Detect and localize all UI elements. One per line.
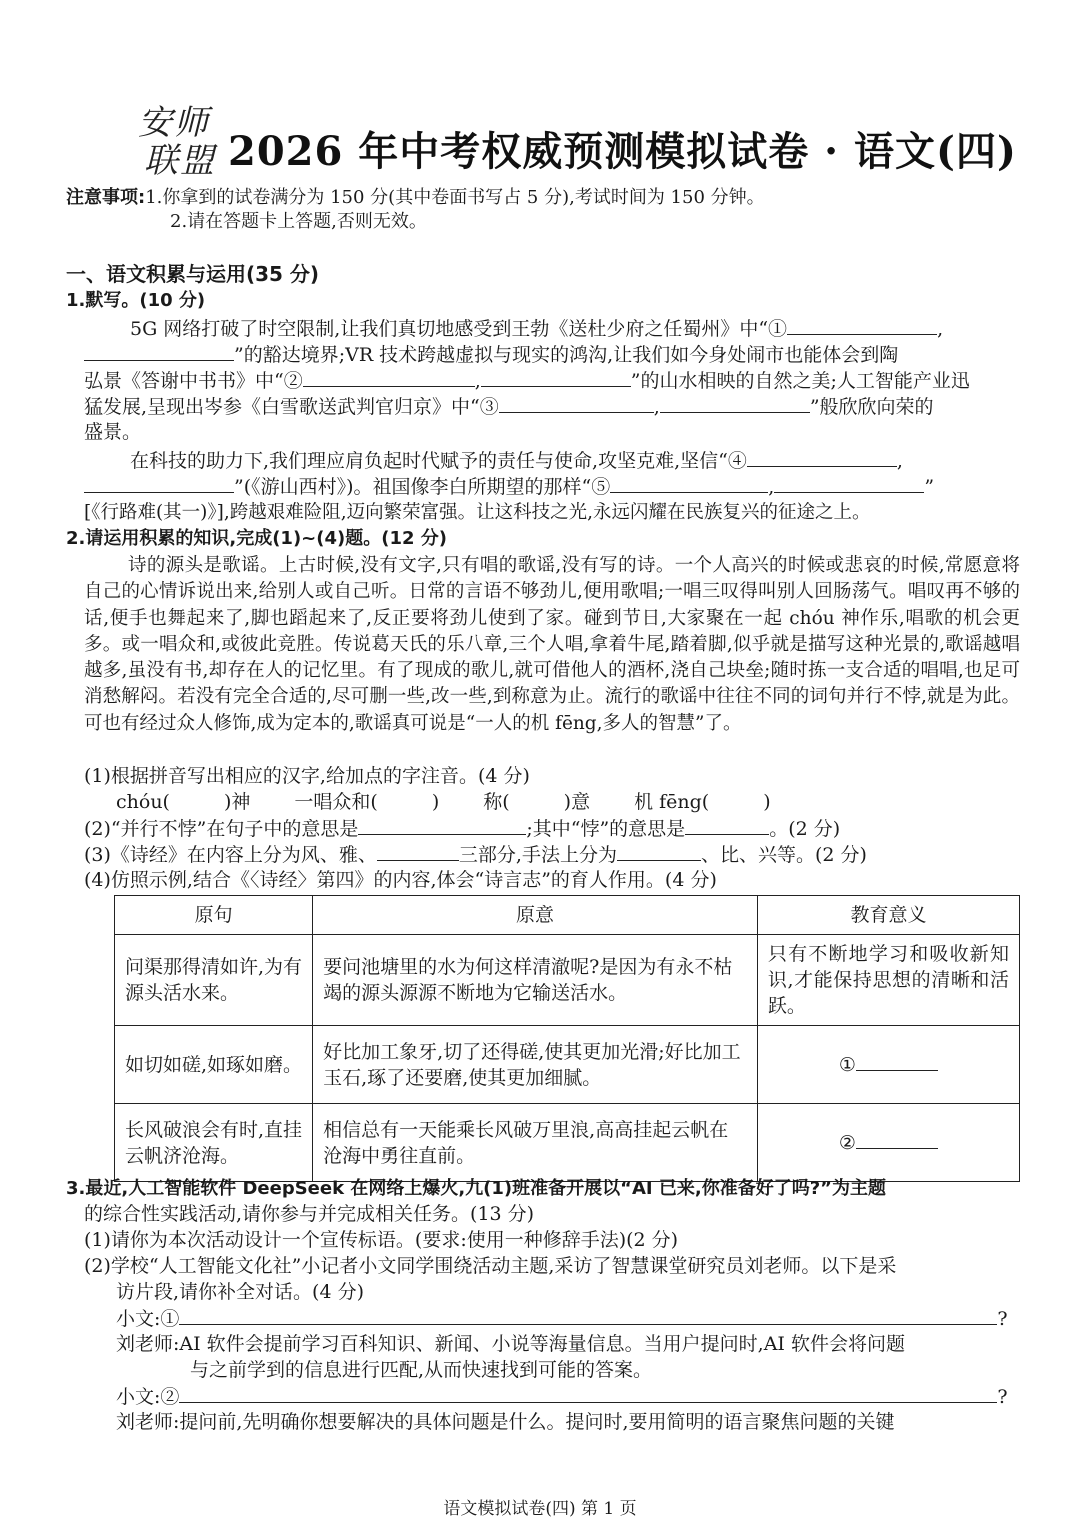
q1-heading: 1.默写。(10 分) [66, 290, 206, 311]
answer-blank[interactable] [303, 368, 475, 387]
answer-marker: ② [838, 1131, 856, 1154]
q3-dialog-t1a: 刘老师:AI 软件会提前学习百科知识、新闻、小说等海量信息。当用户提问时,AI 软件会将问题 [116, 1333, 905, 1355]
q3-sub2a: (2)学校“人工智能文化社”小记者小文同学围绕活动主题,采访了智慧课堂研究员刘老师。以下是采 [84, 1255, 897, 1277]
q2-sub3 [84, 842, 867, 868]
pinyin-item: 一唱众和( [294, 791, 378, 813]
table-header: 原意 [313, 896, 758, 935]
page-footer: 语文模拟试卷(四) 第 1 页 [443, 1499, 637, 1519]
answer-blank[interactable] [358, 816, 526, 835]
q2-text: (3)《诗经》在内容上分为风、雅、 [84, 844, 377, 866]
q3-heading2: 的综合性实践活动,请你参与并完成相关任务。(13 分) [84, 1203, 535, 1225]
q2-text: 三部分,手法上分为 [458, 844, 617, 866]
q1-text: , [474, 370, 481, 392]
edu-cell[interactable] [757, 1026, 1019, 1104]
q1-line2 [84, 342, 898, 368]
q1-line4 [84, 394, 934, 420]
table-row [115, 1104, 1020, 1182]
q1-text: , [653, 396, 660, 418]
answer-blank[interactable] [179, 1384, 997, 1403]
q2-text: 。(2 分) [769, 818, 841, 840]
meaning-cell: 好比加工象牙,切了还得磋,使其更加光滑;好比加工玉石,琢了还要磨,使其更加细腻。 [313, 1026, 758, 1104]
q1-text: ” [924, 476, 935, 498]
answer-blank[interactable] [774, 474, 924, 493]
q2-text: 、比、兴等。(2 分) [700, 844, 867, 866]
meaning-cell: 相信总有一天能乘长风破万里浪,高高挂起云帆在沧海中勇往直前。 [313, 1104, 758, 1182]
q1-text: 弘景《答谢中书书》中“② [84, 370, 303, 392]
q3-head-text: 3.最近,人工智能软件 DeepSeek 在网络上爆火,九(1)班准备开展以“AI 已来,你准备好了吗?”为主题 [66, 1178, 886, 1199]
q3-dialog-t2a: 刘老师:提问前,先明确你想要解决的具体问题是什么。提问时,要用简明的语言聚焦问题的关键 [116, 1411, 895, 1433]
q2-sub4: (4)仿照示例,结合《〈诗经〉第四》的内容,体会“诗言志”的育人作用。(4 分) [84, 869, 717, 891]
pinyin-item: )意 [563, 791, 591, 813]
answer-blank[interactable] [179, 1306, 997, 1325]
q1-line5: 盛景。 [84, 421, 142, 443]
publisher-logo [130, 104, 222, 184]
answer-blank[interactable] [660, 394, 810, 413]
q1-text: ”的山水相映的自然之美;人工智能产业迅 [630, 370, 970, 392]
q1-text: , [896, 450, 903, 472]
orig-cell: 长风破浪会有时,直挂云帆济沧海。 [115, 1104, 313, 1182]
q3-sub1: (1)请你为本次活动设计一个宣传标语。(要求:使用一种修辞手法)(2 分) [84, 1229, 679, 1251]
q1-text: ”的豁达境界;VR 技术跨越虚拟与现实的鸿沟,让我们如今身处闹市也能体会到陶 [234, 344, 899, 366]
answer-blank[interactable] [685, 816, 769, 835]
q3-dialog-x2 [116, 1384, 1008, 1410]
q1-text: 猛发展,呈现出岑参《白雪歌送武判官归京》中“③ [84, 396, 499, 418]
q2-text: ;其中“悖”的意思是 [526, 818, 686, 840]
answer-blank[interactable] [84, 342, 234, 361]
q2-sub1: (1)根据拼音写出相应的汉字,给加点的字注音。(4 分) [84, 765, 530, 787]
section-heading: 一、语文积累与运用(35 分) [66, 262, 320, 286]
q1-line3 [84, 368, 970, 394]
table-header-row [115, 896, 1020, 935]
answer-blank[interactable] [84, 474, 234, 493]
q2-sub2 [84, 816, 840, 842]
q1-line1 [130, 316, 943, 342]
answer-blank[interactable] [481, 368, 631, 387]
answer-marker: ① [838, 1053, 856, 1076]
q3-sub2b: 访片段,请你补全对话。(4 分) [116, 1281, 364, 1303]
q1-text: 在科技的助力下,我们理应肩负起时代赋予的责任与使命,攻坚克难,坚信“④ [130, 450, 747, 472]
q2-sub1-answers [116, 790, 771, 815]
q2-heading: 2.请运用积累的知识,完成(1)~(4)题。(12 分) [66, 528, 448, 549]
poetry-table [114, 895, 1020, 1182]
answer-blank[interactable] [610, 474, 768, 493]
answer-blank[interactable] [617, 842, 701, 861]
orig-cell: 问渠那得清如许,为有源头活水来。 [115, 935, 313, 1026]
logo-line1: 安师 [138, 103, 210, 143]
q1-line7 [84, 474, 934, 500]
answer-blank[interactable] [787, 316, 937, 335]
dialog-speaker: 小文:① [116, 1308, 180, 1330]
q1-text: 5G 网络打破了时空限制,让我们真切地感受到王勃《送杜少府之任蜀州》中“① [130, 318, 788, 340]
pinyin-item: ) [763, 791, 771, 813]
q2-text: (2)“并行不悖”在句子中的意思是 [84, 818, 359, 840]
answer-blank[interactable] [856, 1130, 938, 1149]
q3-dialog-x1 [116, 1306, 1008, 1332]
answer-blank[interactable] [747, 448, 897, 467]
q1-text: , [937, 318, 944, 340]
table-header: 原句 [115, 896, 313, 935]
notice-head: 注意事项: [66, 187, 146, 208]
pinyin-item: 机 fēng( [634, 791, 710, 813]
q1-line6 [130, 448, 903, 474]
q1-line8: [《行路难(其一)》],跨越艰难险阻,迈向繁荣富强。让这科技之光,永远闪耀在民族复兴的征途之上。 [84, 502, 871, 523]
q3-heading [66, 1176, 886, 1201]
q1-text: , [768, 476, 775, 498]
orig-cell: 如切如磋,如琢如磨。 [115, 1026, 313, 1104]
notice-line1 [66, 186, 765, 210]
table-row [115, 935, 1020, 1026]
answer-blank[interactable] [856, 1052, 938, 1071]
edu-cell: 只有不断地学习和吸收新知识,才能保持思想的清晰和活跃。 [757, 935, 1019, 1026]
table-row [115, 1026, 1020, 1104]
edu-cell[interactable] [757, 1104, 1019, 1182]
exam-title: 2026 年中考权威预测模拟试卷 · 语文(四) [228, 128, 1017, 175]
dialog-end: ? [997, 1386, 1008, 1408]
dialog-end: ? [997, 1308, 1008, 1330]
logo-line2: 联盟 [144, 141, 216, 181]
table-header: 教育意义 [757, 896, 1019, 935]
pinyin-item: chóu( [116, 791, 170, 813]
meaning-cell: 要问池塘里的水为何这样清澈呢?是因为有永不枯竭的源头源源不断地为它输送活水。 [313, 935, 758, 1026]
notice-item2: 2.请在答题卡上答题,否则无效。 [170, 211, 427, 232]
q2-passage: 诗的源头是歌谣。上古时候,没有文字,只有唱的歌谣,没有写的诗。一个人高兴的时候或悲哀的时候,常愿意将自己的心情诉说出来,给别人或自己听。日常的言语不够劲儿,便用歌唱;一唱三叹得叫别人回肠荡气。唱叹再不够的话,便手也舞起来了,脚也蹈起来了,反正要将劲儿使到了家。碰到节日,大家聚在一起 chóu 神作乐,唱歌的机会更多。或一唱众和,或彼此竞胜。传说葛天氏的乐八章,三个人唱,拿着牛尾,踏着脚,似乎就是描写这种光景的,歌谣越唱越多,虽没有书,却存在人的记忆里。有了现成的歌儿,就可借他人的酒杯,浇自己块垒;随时拣一支合适的唱唱,也足可消愁解闷。若没有完全合适的,尽可删一些,改一些,到称意为止。流行的歌谣中往往不同的词句并行不悖,就是为此。可也有经过众人修饰,成为定本的,歌谣真可说是“一人的机 fēng,多人的智慧”了。 [84, 555, 1020, 734]
q1-text: ”般欣欣向荣的 [809, 396, 934, 418]
notice-item1: 1.你拿到的试卷满分为 150 分(其中卷面书写占 5 分),考试时间为 150 分钟。 [145, 187, 765, 208]
q1-text: ”(《游山西村》)。祖国像李白所期望的那样“⑤ [234, 476, 611, 498]
q3-dialog-t1b: 与之前学到的信息进行匹配,从而快速找到可能的答案。 [190, 1359, 653, 1381]
pinyin-item: ) [431, 791, 440, 813]
dialog-speaker: 小文:② [116, 1386, 180, 1408]
answer-blank[interactable] [377, 842, 459, 861]
pinyin-item: 称( [483, 791, 510, 813]
pinyin-item: )神 [223, 791, 251, 813]
answer-blank[interactable] [499, 394, 654, 413]
